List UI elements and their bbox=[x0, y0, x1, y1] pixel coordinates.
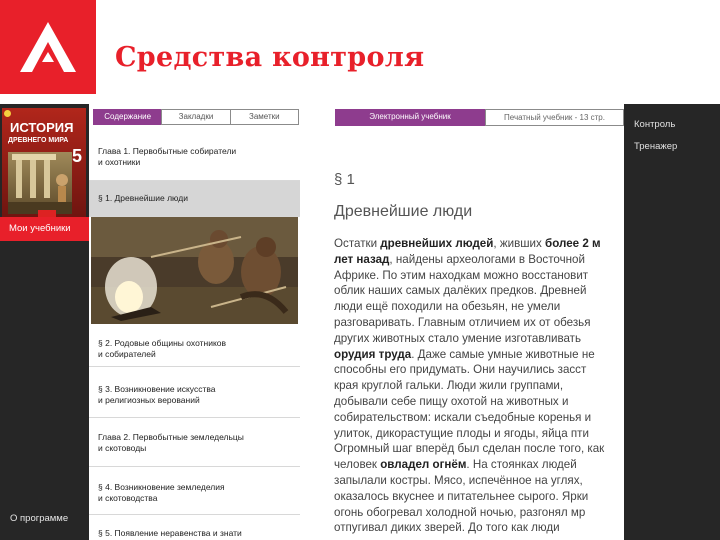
text-span: , найдены археологами в Восточной bbox=[389, 252, 585, 266]
control-link[interactable]: Контроль bbox=[634, 119, 676, 130]
paragraph-line bbox=[334, 473, 624, 489]
trainer-link[interactable]: Тренажер bbox=[634, 141, 678, 152]
bold-term: лет назад bbox=[334, 252, 390, 266]
paragraph-line bbox=[334, 378, 624, 394]
bold-term: более 2 м bbox=[545, 237, 601, 250]
toc-item-chapter-2[interactable] bbox=[89, 418, 300, 467]
about-program-link[interactable]: О программе bbox=[10, 513, 69, 524]
toc-item-line: и собирателей bbox=[98, 349, 156, 359]
text-span: Африке. По этим находкам можно восстановит bbox=[334, 268, 589, 282]
text-span: разговаривать. Главным отличием их от обезья bbox=[334, 315, 591, 329]
text-span: способны его придумать. Они научились засст bbox=[334, 363, 587, 377]
text-span: . Даже самые умные животные не bbox=[411, 347, 595, 361]
book-cover[interactable] bbox=[2, 108, 86, 217]
paragraph-line bbox=[334, 410, 624, 426]
section-illustration bbox=[91, 217, 298, 324]
toc-item-line: Глава 2. Первобытные земледельцы bbox=[98, 432, 244, 442]
text-span: человек bbox=[334, 458, 381, 472]
text-span: собирательством: искали съедобные коренья и bbox=[334, 410, 592, 424]
toc-item-section-3[interactable] bbox=[89, 367, 300, 418]
toc-panel bbox=[89, 104, 300, 540]
text-span: . На стоянках людей bbox=[466, 458, 577, 472]
paragraph-line bbox=[334, 505, 624, 521]
paragraph-body bbox=[334, 236, 624, 536]
toc-item-chapter-1[interactable] bbox=[89, 143, 300, 181]
text-span: добывали себе пищу охотой на животных и bbox=[334, 394, 569, 408]
toc-item-line: Глава 1. Первобытные собиратели bbox=[98, 146, 237, 156]
cover-badge bbox=[38, 210, 56, 217]
paragraph-line bbox=[334, 331, 624, 347]
cover-title: ИСТОРИЯ bbox=[10, 120, 74, 135]
text-span: огонь обогревал холодной ночью, разгонял мр bbox=[334, 505, 586, 519]
right-panel bbox=[624, 104, 720, 540]
paragraph-line bbox=[334, 394, 624, 410]
toc-item-line: § 1. Древнейшие люди bbox=[98, 193, 188, 203]
text-span: оказалось вкуснее и питательнее сырого. Ярки bbox=[334, 489, 589, 503]
tab-printed-textbook[interactable]: Печатный учебник - 13 стр. bbox=[485, 109, 624, 126]
text-span: отпугивал диких зверей. До того как люди bbox=[334, 521, 560, 535]
reader-panel bbox=[300, 104, 624, 540]
paragraph-line bbox=[334, 236, 624, 252]
tab-contents[interactable]: Содержание bbox=[93, 109, 162, 125]
toc-item-line: § 4. Возникновение земледелия bbox=[98, 482, 225, 492]
cover-grade: 5 bbox=[72, 146, 83, 166]
paragraph-line bbox=[334, 441, 624, 457]
bold-term: орудия труда bbox=[334, 347, 412, 361]
toc-item-line: и скотоводы bbox=[98, 443, 147, 453]
toc-item-line: § 5. Появление неравенства и знати bbox=[98, 528, 242, 538]
paragraph-line bbox=[334, 426, 624, 442]
text-span: края круглой гальки. Люди жили группами, bbox=[334, 379, 564, 393]
text-span: люди ещё походили на обезьян, не умели bbox=[334, 300, 561, 314]
my-books-label: Мои учебники bbox=[9, 223, 71, 234]
bold-term: овладел огнём bbox=[380, 458, 467, 472]
text-span: запылали костры. Мясо, испечённое на углях, bbox=[334, 473, 583, 487]
paragraph-line bbox=[334, 268, 624, 284]
toc-item-section-1[interactable] bbox=[89, 181, 300, 217]
paragraph-line bbox=[334, 283, 624, 299]
text-span: Огромный шаг вперёд был сделан после того, как bbox=[334, 442, 605, 456]
tab-electronic-textbook[interactable]: Электронный учебник bbox=[335, 109, 485, 126]
bold-term: древнейших людей bbox=[380, 237, 494, 250]
toc-item-section-2[interactable] bbox=[89, 324, 300, 367]
toc-item-line: и религиозных верований bbox=[98, 395, 200, 405]
toc-item-line: и скотоводства bbox=[98, 493, 158, 503]
paragraph-number: § 1 bbox=[334, 171, 355, 188]
paragraph-line bbox=[334, 489, 624, 505]
text-span: улиток, дикорастущие плоды и ягоды, яйца пти bbox=[334, 426, 589, 440]
paragraph-line bbox=[334, 457, 624, 473]
toc-item-line: § 3. Возникновение искусства bbox=[98, 384, 216, 394]
cover-illustration bbox=[8, 152, 72, 214]
toc-tabs bbox=[93, 109, 298, 125]
reader-tabs bbox=[335, 109, 624, 126]
text-span: , живших bbox=[493, 237, 546, 250]
tab-notes[interactable]: Заметки bbox=[230, 109, 299, 125]
paragraph-line bbox=[334, 520, 624, 536]
cover-subtitle: ДРЕВНЕГО МИРА bbox=[8, 137, 69, 144]
paragraph-line bbox=[334, 252, 624, 268]
logo bbox=[0, 0, 96, 94]
paragraph-line bbox=[334, 315, 624, 331]
toc-item-section-4[interactable] bbox=[89, 467, 300, 515]
paragraph-title: Древнейшие люди bbox=[334, 203, 473, 220]
toc-item-section-5[interactable] bbox=[89, 515, 300, 540]
slide-title: Средства контроля bbox=[115, 42, 425, 73]
tab-bookmarks[interactable]: Закладки bbox=[161, 109, 230, 125]
toc-item-line: и охотники bbox=[98, 157, 141, 167]
app-screenshot bbox=[0, 104, 720, 540]
paragraph-line bbox=[334, 347, 624, 363]
text-span: облик наших самых далёких предков. Древней bbox=[334, 284, 587, 298]
left-sidebar bbox=[0, 104, 89, 540]
paragraph-line bbox=[334, 299, 624, 315]
paragraph-line bbox=[334, 362, 624, 378]
text-span: других животных стало умение изготавливать bbox=[334, 331, 582, 345]
toc-item-line: § 2. Родовые общины охотников bbox=[98, 338, 226, 348]
publisher-dot-icon bbox=[4, 110, 11, 117]
triangle-a-logo-icon bbox=[20, 22, 76, 72]
text-span: Остатки bbox=[334, 237, 381, 250]
